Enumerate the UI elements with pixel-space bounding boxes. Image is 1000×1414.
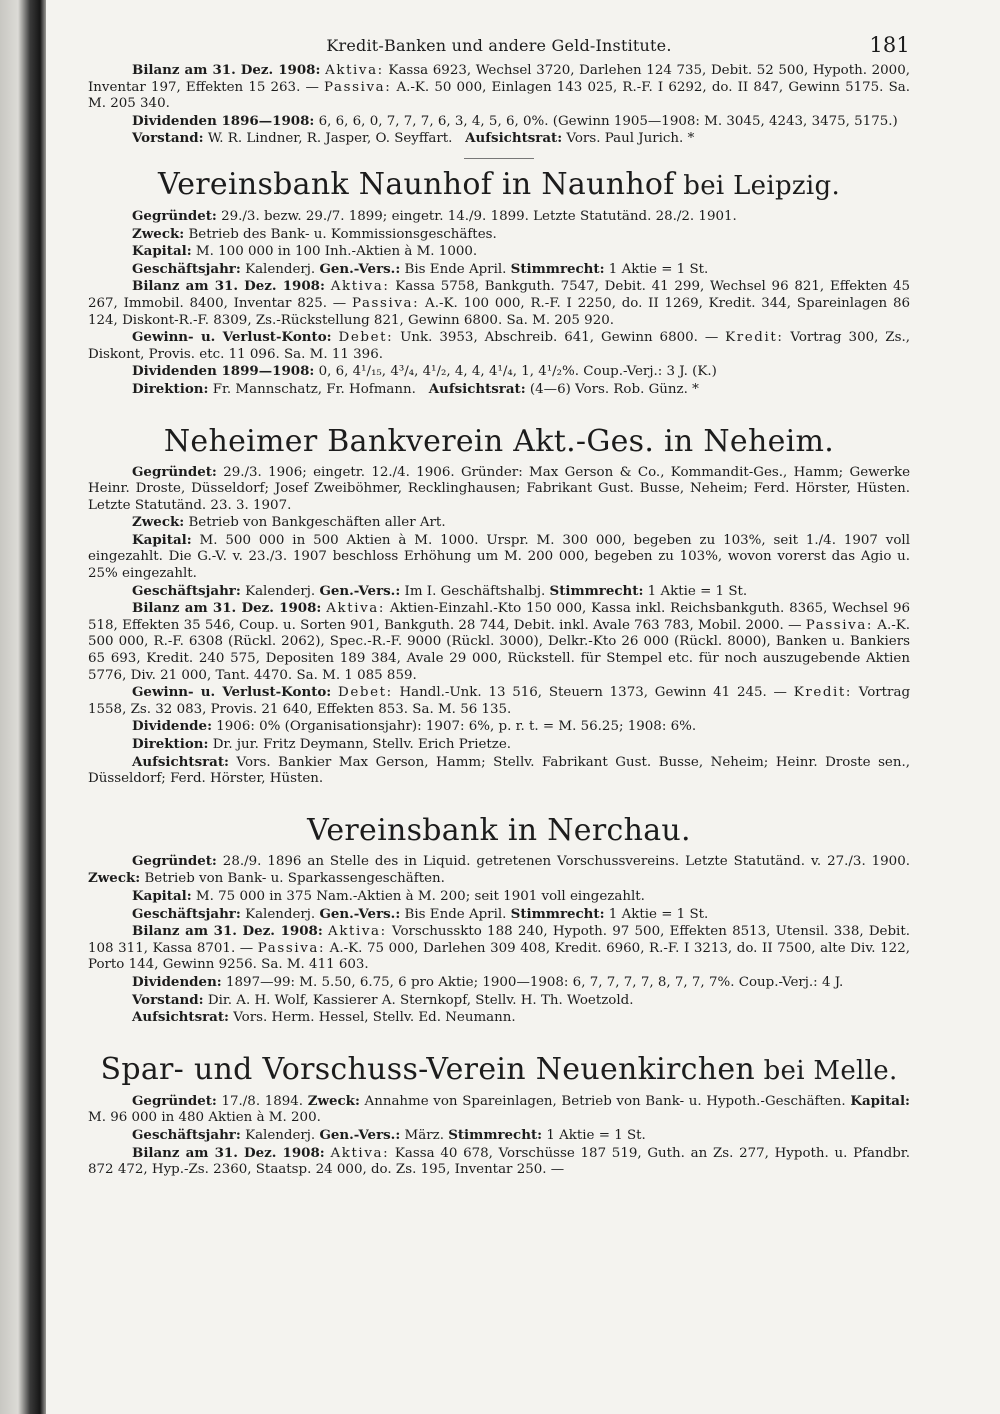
bilanz-label: Bilanz am 31. Dez. 1908: [132, 278, 325, 295]
section-gap [88, 1027, 910, 1047]
direktion-label: Direktion: [132, 736, 209, 752]
zweck-text: Betrieb von Bank- u. Sparkassengeschäften. [140, 871, 445, 887]
running-title: Kredit-Banken und andere Geld-Institute. [326, 36, 672, 55]
gegruendet-text: 17./8. 1894. [216, 1093, 308, 1109]
gen-vers-text: Bis Ende April. [400, 261, 511, 277]
gen-vers-label: Gen.-Vers.: [319, 905, 401, 922]
kapital-text: M. 96 000 in 480 Aktien à M. 200. [88, 1093, 915, 1126]
bilanz-label: Bilanz am 31. Dez. 1908: [132, 1144, 325, 1161]
gen-vers-label: Gen.-Vers.: [319, 260, 401, 277]
bilanz-label: Bilanz am 31. Dez. 1908: [132, 923, 323, 940]
aufsichtsrat-label: Aufsichtsrat: [428, 380, 526, 397]
kapital-label: Kapital: [132, 243, 192, 260]
geschaeftsjahr-label: Geschäftsjahr: [132, 582, 241, 599]
entry-title-main: Spar- und Vorschuss-Verein Neuenkirchen [100, 1051, 756, 1087]
geschaeftsjahr-paragraph [88, 583, 910, 601]
entry-title-location: bei Melle. [755, 1055, 898, 1086]
entry-neheimer-bankverein [88, 423, 915, 788]
aufsichtsrat-label: Aufsichtsrat: [465, 130, 563, 147]
dividenden-text: 1897—99: M. 5.50, 6.75, 6 pro Aktie; 1900—1908: 6, 7, 7, 7, 7, 8, 7, 7, 7%. Coup.-Verj.: 4 J. [221, 974, 844, 990]
geschaeftsjahr-label: Geschäftsjahr: [132, 905, 241, 922]
gegruendet-label: Gegründet: [132, 1092, 217, 1109]
entry-title: Neheimer Bankverein Akt.-Ges. in Neheim. [163, 423, 835, 459]
kredit-label: Kredit: [793, 685, 852, 701]
aktiva-label: Aktiva: [330, 1145, 390, 1161]
gewinn-verlust-label: Gewinn- u. Verlust-Konto: [132, 329, 332, 346]
aufsichtsrat-text: Vors. Paul Jurich. * [562, 131, 695, 147]
bilanz-paragraph [88, 600, 915, 684]
bilanz-label: Bilanz am 31. Dez. 1908: [132, 600, 322, 617]
gegruendet-label: Gegründet: [132, 852, 217, 869]
stimmrecht-label: Stimmrecht: [510, 905, 605, 922]
bilanz-passiva-text: A.-K. 500 000, R.-F. 6308 (Rückl. 2062), Spec.-R.-F. 9000 (Rückl. 3000), Delkr.-Kto 26 000 (Rückl. 8000), Banken u. Bankiers 65 693, Kredit. 240 575, Depositen 189 384, Avale 29 000, Rückstell. für Stempel etc. für noch auszugebende Aktien 5776, Div. 21 000, Tant. 4470. Sa. M. 1 085 859. [88, 617, 915, 683]
zweck-paragraph [88, 514, 910, 532]
zweck-text: Betrieb von Bankgeschäften aller Art. [184, 515, 446, 531]
entry-spar-vorschuss-verein-neuenkirchen [88, 1051, 915, 1179]
running-head [88, 33, 910, 62]
zweck-text: Betrieb des Bank- u. Kommissionsgeschäftes. [184, 226, 497, 242]
gegruendet-paragraph [88, 208, 910, 226]
zweck-paragraph [88, 226, 910, 244]
bilanz-paragraph [88, 62, 915, 113]
kredit-label: Kredit: [725, 330, 784, 346]
bilanz-aktiva-text: Kassa 5758, Bankguth. 7547, Debit. 41 299, Wechsel 96 821, Effekten 45 267, Immobil. 8400, Inventar 825. — [88, 279, 915, 311]
geschaeftsjahr-text: Kalenderj. [240, 261, 320, 277]
kapital-text: M. 500 000 in 500 Aktien à M. 1000. Urspr. M. 300 000, begeben zu 103%, seit 1./4. 1907 voll eingezahlt. Die G.-V. v. 23./3. 1907 beschloss Erhöhung um M. 200 000, begeben zu 103%, wovon vorerst das Agio u. 25% eingezahlt. [88, 532, 915, 582]
kapital-paragraph [88, 243, 910, 261]
dividenden-paragraph [88, 974, 910, 992]
passiva-label: Passiva: [805, 617, 874, 633]
vorstand-label: Vorstand: [132, 991, 204, 1008]
geschaeftsjahr-paragraph [88, 261, 910, 279]
aktiva-label: Aktiva: [325, 63, 384, 78]
zweck-text: Annahme von Spareinlagen, Betrieb von Bank- u. Hypoth.-Geschäften. [359, 1093, 851, 1109]
geschaeftsjahr-text: Kalenderj. [240, 583, 320, 599]
passiva-label: Passiva: [324, 79, 392, 95]
stimmrecht-text: 1 Aktie = 1 St. [604, 906, 709, 922]
direktion-paragraph [88, 736, 910, 754]
stimmrecht-label: Stimmrecht: [510, 260, 605, 277]
gen-vers-label: Gen.-Vers.: [319, 582, 401, 599]
kapital-paragraph [88, 888, 910, 906]
bilanz-aktiva-text: Aktien-Einzahl.-Kto 150 000, Kassa inkl. Reichsbankguth. 8365, Wechsel 96 518, Effekten 35 546, Coup. u. Sorten 901, Bankguth. 28 744, Debit. inkl. Avale 763 783, Mobil. 2000. — [88, 601, 915, 633]
kredit-text: Vortrag 300, Zs., Diskont, Provis. etc. 11 096. Sa. M. 11 396. [88, 330, 915, 362]
bilanz-passiva-text: A.-K. 100 000, R.-F. I 2250, do. II 1269, Kredit. 344, Spareinlagen 86 124, Diskont-R.-F. 8309, Zs.-Rückstellung 821, Gewinn 6800. Sa. M. 205 920. [88, 295, 915, 328]
bilanz-passiva-text: A.-K. 50 000, Einlagen 143 025, R.-F. I 6292, do. II 847, Gewinn 5175. Sa. M. 205 340. [88, 79, 915, 112]
gen-vers-text: März. [400, 1127, 449, 1143]
debet-label: Debet: [338, 685, 393, 701]
zweck-label: Zweck: [88, 870, 141, 887]
vorstand-paragraph [88, 992, 910, 1010]
geschaeftsjahr-label: Geschäftsjahr: [132, 260, 241, 277]
aktiva-label: Aktiva: [326, 601, 385, 617]
gen-vers-label: Gen.-Vers.: [319, 1126, 401, 1143]
gen-vers-text: Im I. Geschäftshalbj. [400, 583, 550, 599]
bilanz-paragraph [88, 1144, 915, 1179]
section-gap [88, 399, 910, 419]
debet-text: Unk. 3953, Abschreib. 641, Gewinn 6800. — [393, 330, 726, 346]
stimmrecht-text: 1 Aktie = 1 St. [542, 1127, 646, 1143]
page-number: 181 [869, 33, 910, 57]
dividenden-paragraph [88, 113, 910, 131]
dividenden-text: 0, 6, 4¹/₁₅, 4³/₄, 4¹/₂, 4, 4, 4¹/₄, 1, 4¹/₂%. Coup.-Verj.: 3 J. (K.) [314, 364, 717, 380]
gegruendet-paragraph [88, 463, 915, 515]
zweck-label: Zweck: [132, 225, 185, 242]
entry-title [88, 168, 910, 203]
kapital-paragraph [88, 531, 915, 583]
aufsichtsrat-label: Aufsichtsrat: [132, 753, 229, 770]
dividenden-paragraph [88, 363, 910, 381]
passiva-label: Passiva: [257, 940, 326, 956]
book-binding-edge [0, 0, 46, 1414]
dividende-paragraph [88, 718, 910, 736]
aufsichtsrat-label: Aufsichtsrat: [132, 1009, 229, 1026]
dividende-label: Dividende: [132, 718, 213, 735]
entry-vereinsbank-naunhof [88, 166, 915, 399]
dividenden-text: 6, 6, 6, 0, 7, 7, 7, 6, 3, 4, 5, 6, 0%. (Gewinn 1905—1908: M. 3045, 4243, 3475, 5175.) [314, 113, 898, 129]
section-gap [88, 788, 910, 808]
section-divider [464, 158, 534, 159]
gewinn-verlust-paragraph [88, 684, 915, 718]
geschaeftsjahr-paragraph [88, 1127, 910, 1145]
vorstand-label: Vorstand: [132, 130, 204, 147]
bilanz-paragraph [88, 278, 915, 329]
gegruendet-label: Gegründet: [132, 207, 217, 224]
direktion-text: Dr. jur. Fritz Deymann, Stellv. Erich Prietze. [208, 737, 512, 752]
kapital-text: M. 100 000 in 100 Inh.-Aktien à M. 1000. [191, 244, 478, 260]
aktiva-label: Aktiva: [330, 279, 390, 295]
geschaeftsjahr-text: Kalenderj. [240, 1127, 320, 1143]
passiva-label: Passiva: [351, 295, 420, 311]
dividende-text: 1906: 0% (Organisationsjahr): 1907: 6%, p. r. t. = M. 56.25; 1908: 6%. [212, 719, 697, 735]
kapital-label: Kapital: [132, 887, 192, 904]
kapital-label: Kapital: [850, 1092, 910, 1109]
aufsichtsrat-text: Vors. Bankier Max Gerson, Hamm; Stellv. Fabrikant Gust. Busse, Neheim; Heinr. Droste sen., Düsseldorf; Ferd. Hörster, Hüsten. [88, 754, 915, 787]
gewinn-verlust-label: Gewinn- u. Verlust-Konto: [132, 684, 332, 701]
book-page [88, 33, 915, 1396]
stimmrecht-text: 1 Aktie = 1 St. [604, 261, 709, 277]
aktiva-label: Aktiva: [328, 924, 387, 940]
kredit-text: Vortrag 1558, Zs. 32 083, Provis. 21 640, Effekten 853. Sa. M. 56 135. [88, 685, 915, 717]
gegruendet-paragraph [88, 1092, 915, 1127]
zweck-label: Zweck: [307, 1092, 360, 1109]
entry-vereinsbank-nerchau [88, 812, 915, 1027]
vorstand-paragraph [88, 130, 910, 148]
gegruendet-label: Gegründet: [132, 463, 217, 480]
bilanz-aktiva-text: Vorschusskto 188 240, Hypoth. 97 500, Effekten 8513, Utensil. 338, Debit. 108 311, Kassa 8701. — [88, 924, 915, 956]
gewinn-verlust-paragraph [88, 329, 915, 363]
bilanz-passiva-text: A.-K. 75 000, Darlehen 309 408, Kredit. 6960, R.-F. I 3213, do. II 7500, alte Div. 122, Porto 144, Gewinn 9256. Sa. M. 411 603. [88, 940, 915, 973]
kapital-label: Kapital: [132, 531, 192, 548]
geschaeftsjahr-paragraph [88, 906, 910, 924]
stimmrecht-label: Stimmrecht: [549, 582, 644, 599]
entry-title: Vereinsbank in Nerchau. [307, 812, 691, 848]
entry-title-main: Vereinsbank Naunhof in Naunhof [157, 166, 675, 202]
aufsichtsrat-text: (4—6) Vors. Rob. Günz. * [525, 381, 699, 397]
gegruendet-text: 29./3. 1906; eingetr. 12./4. 1906. Gründer: Max Gerson & Co., Kommandit-Ges., Hamm; Gewerke Heinr. Droste, Düsseldorf; Josef Zweiböhmer, Recklinghausen; Fabrikant Gust. Busse, Neheim; Ferd. Hörster, Hüsten. Letzte Statutänd. 23. 3. 1907. [88, 464, 915, 513]
geschaeftsjahr-text: Kalenderj. [240, 906, 320, 922]
dividenden-label: Dividenden 1896—1908: [132, 112, 315, 129]
vorstand-text: W. R. Lindner, R. Jasper, O. Seyffart. [203, 131, 466, 147]
geschaeftsjahr-label: Geschäftsjahr: [132, 1126, 241, 1143]
bilanz-paragraph [88, 923, 915, 974]
bilanz-aktiva-text: Kassa 6923, Wechsel 3720, Darlehen 124 735, Debit. 52 500, Hypoth. 2000, Inventar 197, Effekten 15 263. — [88, 63, 915, 95]
entry-title-location: bei Leipzig. [674, 170, 841, 201]
direktion-text: Fr. Mannschatz, Fr. Hofmann. [208, 381, 429, 397]
dividenden-label: Dividenden 1899—1908: [132, 363, 315, 380]
aufsichtsrat-paragraph [88, 753, 915, 788]
gegruendet-text: 29./3. bezw. 29./7. 1899; eingetr. 14./9. 1899. Letzte Statutänd. 28./2. 1901. [216, 208, 737, 224]
entry-previous-continued [88, 62, 915, 148]
stimmrecht-text: 1 Aktie = 1 St. [643, 583, 748, 599]
bilanz-aktiva-text: Kassa 40 678, Vorschüsse 187 519, Guth. an Zs. 277, Hypoth. u. Pfandbr. 872 472, Hyp.-Zs. 2360, Staatsp. 24 000, do. Zs. 195, Inventar 250. — [88, 1145, 915, 1178]
direktion-paragraph [88, 381, 910, 399]
entry-title [88, 1053, 910, 1088]
vorstand-text: Dir. A. H. Wolf, Kassierer A. Sternkopf, Stellv. H. Th. Woetzold. [203, 992, 634, 1008]
dividenden-label: Dividenden: [132, 973, 222, 990]
zweck-label: Zweck: [132, 514, 185, 531]
gen-vers-text: Bis Ende April. [400, 906, 511, 922]
debet-text: Handl.-Unk. 13 516, Steuern 1373, Gewinn 41 245. — [392, 685, 794, 701]
aufsichtsrat-text: Vors. Herm. Hessel, Stellv. Ed. Neumann. [228, 1010, 516, 1026]
kapital-text: M. 75 000 in 375 Nam.-Aktien à M. 200; seit 1901 voll eingezahlt. [191, 888, 645, 904]
aufsichtsrat-paragraph [88, 1009, 910, 1027]
gegruendet-text: 28./9. 1896 an Stelle des in Liquid. getretenen Vorschussvereins. Letzte Statutänd. v. 27./3. 1900. [216, 853, 915, 869]
gegruendet-paragraph [88, 852, 915, 888]
direktion-label: Direktion: [132, 380, 209, 397]
debet-label: Debet: [338, 330, 394, 346]
bilanz-label: Bilanz am 31. Dez. 1908: [132, 62, 321, 78]
stimmrecht-label: Stimmrecht: [448, 1126, 543, 1143]
